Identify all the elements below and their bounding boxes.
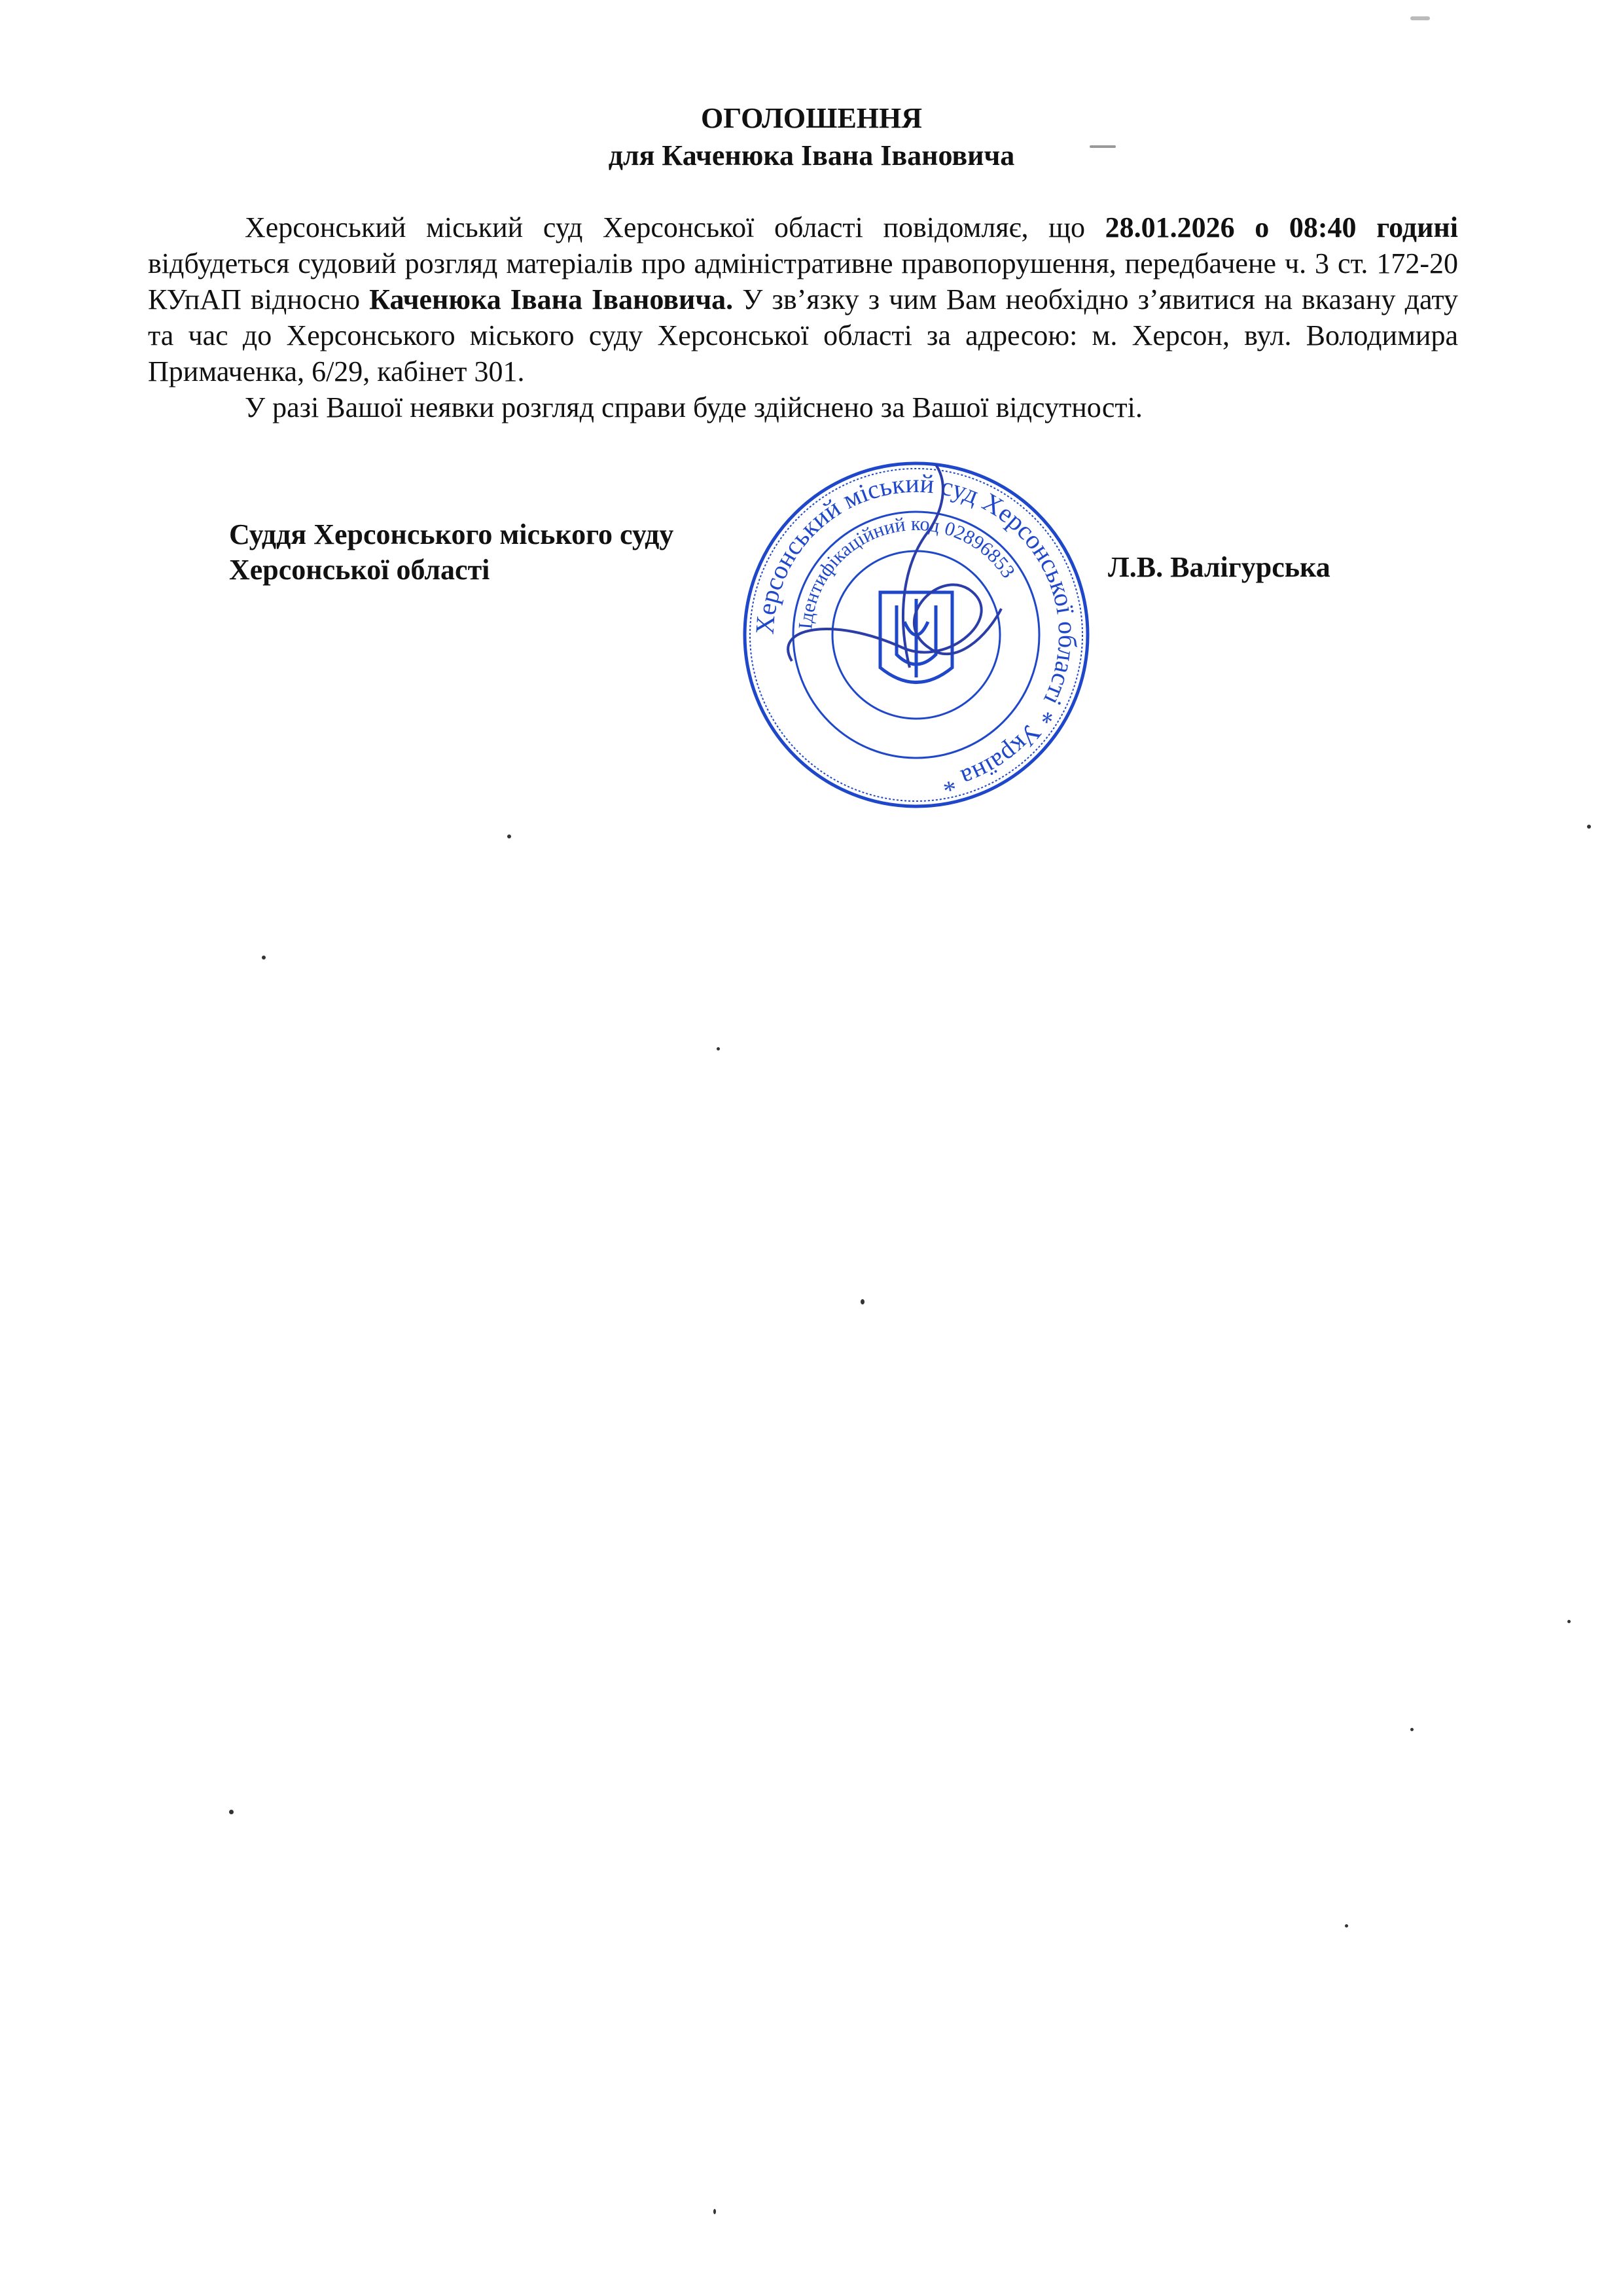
notice-paragraph — [148, 209, 1458, 389]
signature-position-line1: Суддя Херсонського міського суду — [229, 518, 674, 550]
stamp-seal-icon — [733, 452, 1099, 818]
scan-speck — [229, 1810, 234, 1814]
scan-speck — [1090, 145, 1116, 148]
notice-text-part3: У зв’язку з чим Вам необхідно з’явитися на вказану дату та час до Херсонського міського суду Херсонської області за адресою: м. Херсон, вул. Володимира Примаченка, 6/29, кабінет 301. — [148, 283, 1458, 387]
signature-position-line2: Херсонської області — [229, 554, 490, 586]
trident-emblem-icon — [880, 592, 952, 683]
scan-speck — [713, 2209, 716, 2214]
scan-speck — [507, 834, 511, 838]
stamp-inner-text: Ідентифікаційний код 02896853 — [794, 512, 1020, 630]
notice-text-part1: Херсонський міський суд Херсонської області повідомляє, що — [245, 211, 1105, 243]
scan-speck — [262, 956, 266, 960]
person-name: Каченюка Івана Івановича. — [369, 283, 734, 315]
scan-speck — [717, 1047, 720, 1050]
court-stamp — [733, 452, 1099, 818]
scan-speck — [1410, 1728, 1414, 1731]
scan-speck — [861, 1299, 865, 1304]
document-subtitle: для Каченюка Івана Івановича — [608, 139, 1015, 171]
stamp-outer-text: Херсонський міський суд Херсонської області * Україна * — [749, 468, 1083, 799]
hearing-datetime: 28.01.2026 о 08:40 годині — [1105, 211, 1458, 243]
document-title: ОГОЛОШЕННЯ — [700, 102, 923, 134]
scan-speck — [1567, 1620, 1571, 1623]
scan-speck — [1410, 16, 1430, 20]
notice-text-part2: відбудеться судовий розгляд матеріалів про адміністративне правопорушення, передбачене ч. 3 ст. 172-20 КУпАП відносно — [148, 247, 1458, 315]
signature-position — [229, 517, 673, 588]
signer-name: Л.В. Валігурська — [1108, 551, 1330, 583]
document-body — [148, 209, 1458, 425]
absence-paragraph: У разі Вашої неявки розгляд справи буде здійснено за Вашої відсутності. — [245, 391, 1143, 423]
scan-speck — [1345, 1924, 1348, 1928]
scan-speck — [1587, 825, 1591, 829]
